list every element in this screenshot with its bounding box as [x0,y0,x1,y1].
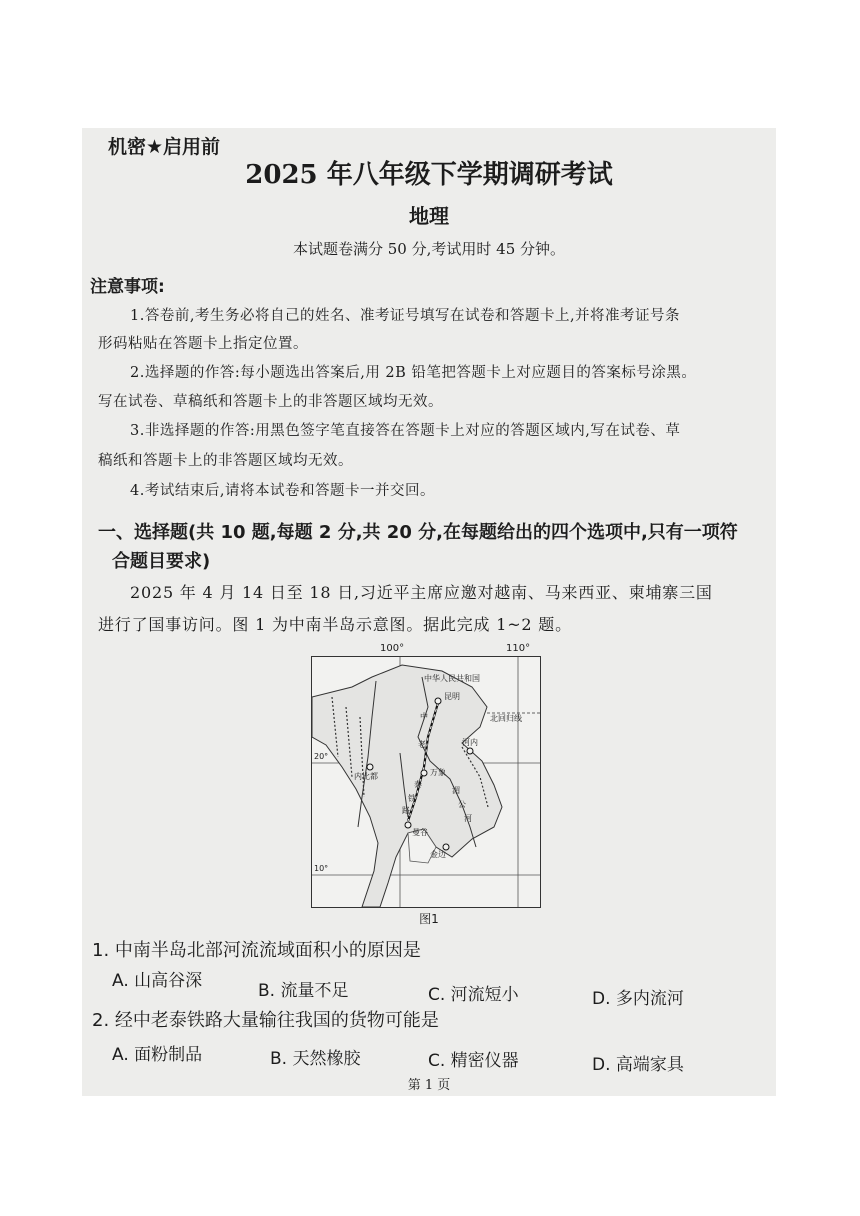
question-1-stem: 1. 中南半岛北部河流流域面积小的原因是 [92,940,421,961]
exam-title: 2025 年八年级下学期调研考试 [245,160,613,190]
confidential-mark: 机密★启用前 [108,136,221,158]
page-number: 第 1 页 [407,1078,451,1093]
exam-info: 本试题卷满分 50 分,考试用时 45 分钟。 [292,240,566,258]
notice-line: 2.选择题的作答:每小题选出答案后,用 2B 铅笔把答题卡上对应题目的答案标号涂黑。 [130,365,697,381]
question-1-option-b: B. 流量不足 [258,981,349,1001]
question-intro: 进行了国事访问。图 1 为中南半岛示意图。据此完成 1~2 题。 [98,615,572,634]
phnompenh-label: 金边 [430,850,446,859]
question-2-option-d: D. 高端家具 [592,1055,684,1075]
railway-label: 路 [402,806,410,815]
notice-title: 注意事项: [90,277,165,297]
tropic-label: 北回归线 [490,714,522,723]
notice-line: 稿纸和答题卡上的非答题区域均无效。 [98,453,353,469]
lon-110-label: 110° [506,643,531,654]
railway-label: 中 [420,712,428,721]
railway-label: 铁 [408,794,416,803]
notice-line: 4.考试结束后,请将本试卷和答题卡一并交回。 [130,483,435,499]
kunming-marker [435,698,441,704]
question-1-option-d: D. 多内流河 [592,989,684,1009]
hanoi-marker [467,748,473,754]
map-figure [311,643,541,908]
railway-label: 泰 [414,780,422,789]
vientiane-label: 万象 [430,768,446,777]
figure-caption: 图1 [419,912,439,926]
vientiane-marker [421,770,427,776]
question-2-option-b: B. 天然橡胶 [270,1049,361,1069]
question-1-option-a: A. 山高谷深 [112,971,203,991]
lat-20-label: 20° [314,752,329,761]
question-2-stem: 2. 经中老泰铁路大量输往我国的货物可能是 [92,1010,439,1031]
lat-10-label: 10° [314,864,329,873]
notice-line: 1.答卷前,考生务必将自己的姓名、准考证号填写在试卷和答题卡上,并将准考证号条 [130,308,681,324]
question-intro: 2025 年 4 月 14 日至 18 日,习近平主席应邀对越南、马来西亚、柬埔寨三国 [130,583,713,602]
mekong-label: 湄 [452,786,460,795]
mekong-label: 河 [464,814,472,823]
bangkok-marker [405,822,411,828]
subject-title: 地理 [409,204,449,228]
lon-100-label: 100° [380,643,405,654]
notice-line: 3.非选择题的作答:用黑色签字笔直接答在答题卡上对应的答题区域内,写在试卷、草 [130,423,681,439]
kunming-label: 昆明 [444,692,460,701]
peninsula-land [312,665,502,907]
naypyidaw-marker [367,764,373,770]
question-2-option-a: A. 面粉制品 [112,1045,203,1065]
railway-label: 老 [418,740,426,749]
exam-paper [82,128,776,1096]
section-heading: 合题目要求) [112,551,211,572]
question-2-option-c: C. 精密仪器 [428,1051,519,1071]
hanoi-label: 河内 [462,738,478,747]
indochina-map [312,657,540,907]
notice-line: 写在试卷、草稿纸和答题卡上的非答题区域均无效。 [98,394,443,410]
notice-line: 形码粘贴在答题卡上指定位置。 [98,336,308,352]
china-label: 中华人民共和国 [424,674,480,683]
bangkok-label: 曼谷 [412,828,428,837]
section-heading: 一、选择题(共 10 题,每题 2 分,共 20 分,在每题给出的四个选项中,只有一项符 [98,522,738,543]
question-1-option-c: C. 河流短小 [428,985,519,1005]
mekong-label: 公 [458,800,466,809]
naypyidaw-label: 内比都 [354,772,378,781]
